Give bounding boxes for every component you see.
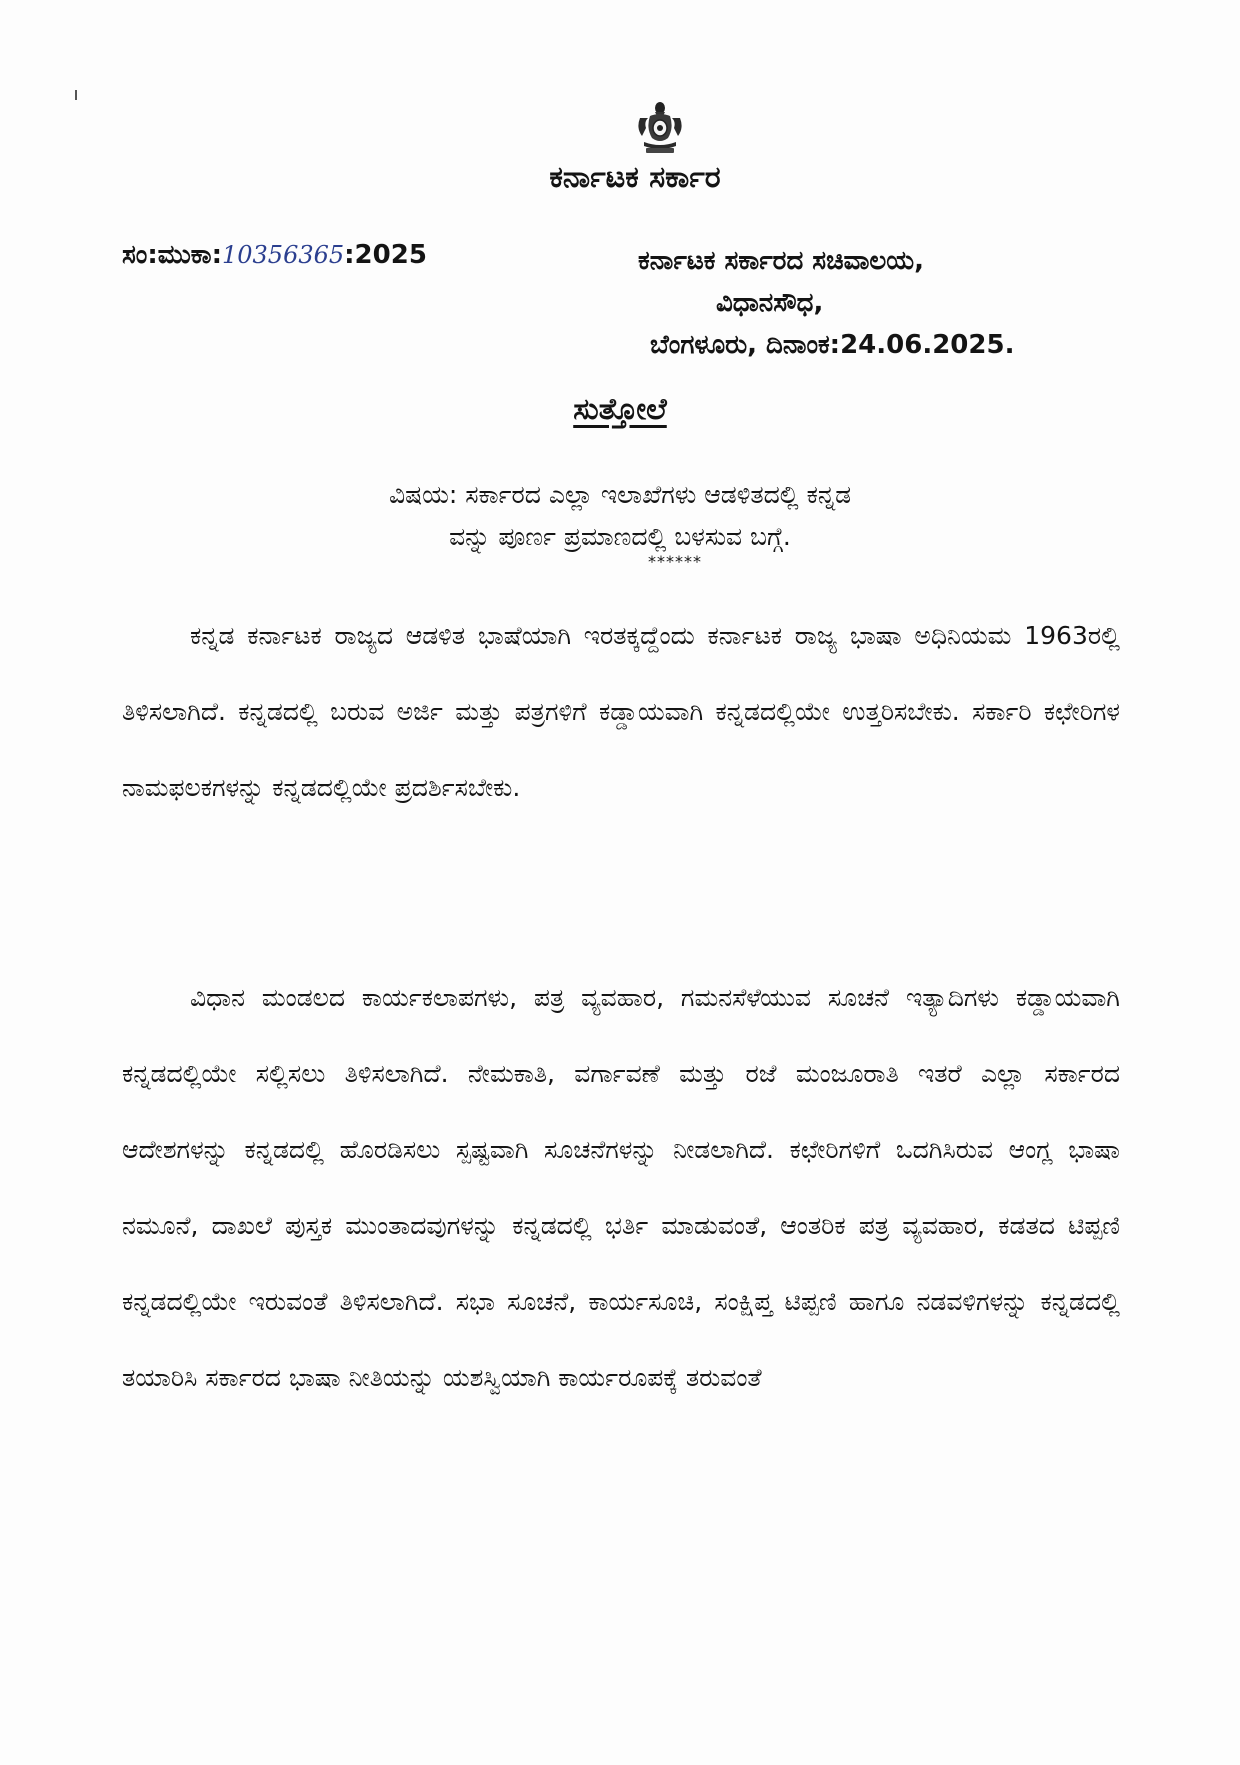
subject <box>200 474 1040 558</box>
reference-prefix: ಸಂ:ಮುಕಾ: <box>122 240 222 270</box>
address-line-vidhana-soudha: ವಿಧಾನಸೌಧ, <box>716 288 824 318</box>
scan-mark <box>75 90 77 100</box>
issuing-office-address <box>620 240 1120 366</box>
state-emblem-icon <box>632 98 688 156</box>
government-name: ಕರ್ನಾಟಕ ಸರ್ಕಾರ <box>549 160 721 195</box>
handwritten-reference-number: 10356365 <box>222 241 345 269</box>
address-line-city-date: ಬೆಂಗಳೂರು, ದಿನಾಂಕ:24.06.2025. <box>650 330 1015 360</box>
subject-line-1: ವಿಷಯ: ಸರ್ಕಾರದ ಎಲ್ಲಾ ಇಲಾಖೆಗಳು ಆಡಳಿತದಲ್ಲಿ ಕನ್ನಡ <box>388 480 852 509</box>
reference-number <box>122 240 427 271</box>
document-title: ಸುತ್ತೋಲೆ <box>573 392 667 427</box>
reference-year: :2025 <box>344 240 427 270</box>
subject-line-2: ವನ್ನು ಪೂರ್ಣ ಪ್ರಮಾಣದಲ್ಲಿ ಬಳಸುವ ಬಗ್ಗೆ. <box>449 522 791 551</box>
address-line-secretariat: ಕರ್ನಾಟಕ ಸರ್ಕಾರದ ಸಚಿವಾಲಯ, <box>638 246 925 276</box>
body-paragraph-1: ಕನ್ನಡ ಕರ್ನಾಟಕ ರಾಜ್ಯದ ಆಡಳಿತ ಭಾಷೆಯಾಗಿ ಇರತಕ್ಕದ್ದೆಂದು ಕರ್ನಾಟಕ ರಾಜ್ಯ ಭಾಷಾ ಅಧಿನಿಯಮ 1963ರಲ್ಲಿ ತಿಳಿಸಲಾಗಿದೆ. ಕನ್ನಡದಲ್ಲಿ ಬರುವ ಅರ್ಜಿ ಮತ್ತು ಪತ್ರಗಳಿಗೆ ಕಡ್ಡಾಯವಾಗಿ ಕನ್ನಡದಲ್ಲಿಯೇ ಉತ್ತರಿಸಬೇಕು. ಸರ್ಕಾರಿ ಕಛೇರಿಗಳ ನಾಮಫಲಕಗಳನ್ನು ಕನ್ನಡದಲ್ಲಿಯೇ ಪ್ರದರ್ಶಿಸಬೇಕು. <box>122 621 1120 802</box>
body-paragraph-2: ವಿಧಾನ ಮಂಡಲದ ಕಾರ್ಯಕಲಾಪಗಳು, ಪತ್ರ ವ್ಯವಹಾರ, ಗಮನಸೆಳೆಯುವ ಸೂಚನೆ ಇತ್ಯಾದಿಗಳು ಕಡ್ಡಾಯವಾಗಿ ಕನ್ನಡದಲ್ಲಿಯೇ ಸಲ್ಲಿಸಲು ತಿಳಿಸಲಾಗಿದೆ. ನೇಮಕಾತಿ, ವರ್ಗಾವಣೆ ಮತ್ತು ರಜೆ ಮಂಜೂರಾತಿ ಇತರೆ ಎಲ್ಲಾ ಸರ್ಕಾರದ ಆದೇಶಗಳನ್ನು ಕನ್ನಡದಲ್ಲಿ ಹೊರಡಿಸಲು ಸ್ಪಷ್ಟವಾಗಿ ಸೂಚನೆಗಳನ್ನು ನೀಡಲಾಗಿದೆ. ಕಛೇರಿಗಳಿಗೆ ಒದಗಿಸಿರುವ ಆಂಗ್ಲ ಭಾಷಾ ನಮೂನೆ, ದಾಖಲೆ ಪುಸ್ತಕ ಮುಂತಾದವುಗಳನ್ನು ಕನ್ನಡದಲ್ಲಿ ಭರ್ತಿ ಮಾಡುವಂತೆ, ಆಂತರಿಕ ಪತ್ರ ವ್ಯವಹಾರ, ಕಡತದ ಟಿಪ್ಪಣಿ ಕನ್ನಡದಲ್ಲಿಯೇ ಇರುವಂತೆ ತಿಳಿಸಲಾಗಿದೆ. ಸಭಾ ಸೂಚನೆ, ಕಾರ್ಯಸೂಚಿ, ಸಂಕ್ಷಿಪ್ತ ಟಿಪ್ಪಣಿ ಹಾಗೂ ನಡವಳಿಗಳನ್ನು ಕನ್ನಡದಲ್ಲಿ ತಯಾರಿಸಿ ಸರ್ಕಾರದ ಭಾಷಾ ನೀತಿಯನ್ನು ಯಶಸ್ವಿಯಾಗಿ ಕಾರ್ಯರೂಪಕ್ಕೆ ತರುವಂತೆ <box>122 983 1120 1392</box>
subject-separator: ****** <box>648 552 702 571</box>
